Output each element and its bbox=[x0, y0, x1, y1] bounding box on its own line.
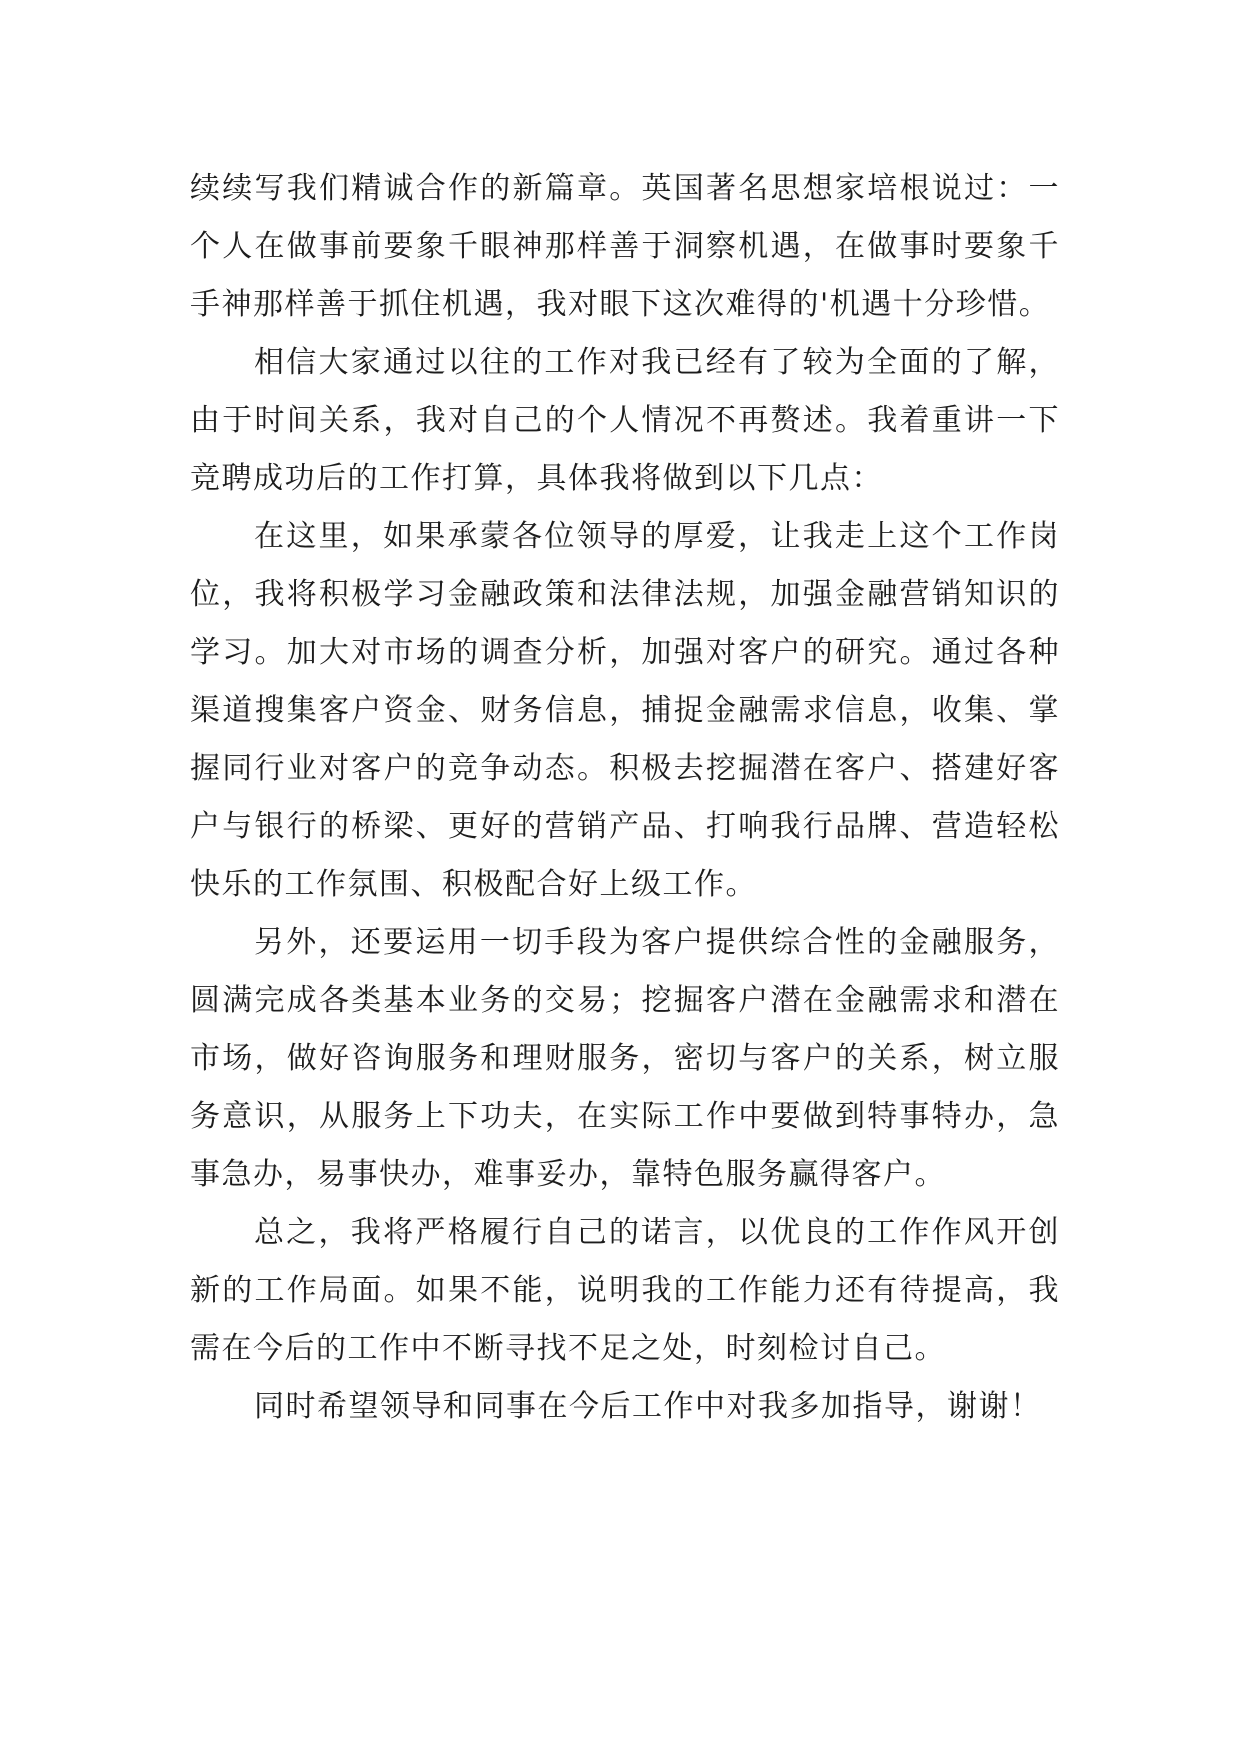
paragraph-6: 同时希望领导和同事在今后工作中对我多加指导，谢谢！ bbox=[254, 1389, 1042, 1424]
paragraph-3: 在这里，如果承蒙各位领导的厚爱，让我走上这个工作岗位，我将积极学习金融政策和法律法规，加强金融营销知识的学习。加大对市场的调查分析，加强对客户的研究。通过各种渠道搜集客户资金、财务信息，捕捉金融需求信息，收集、掌握同行业对客户的竞争动态。积极去挖掘潜在客户、搭建好客户与银行的桥梁、更好的营销产品、打响我行品牌、营造轻松快乐的工作氛围、积极配合好上级工作。 bbox=[190, 519, 1060, 902]
paragraph-2: 相信大家通过以往的工作对我已经有了较为全面的了解，由于时间关系，我对自己的个人情况不再赘述。我着重讲一下竞聘成功后的工作打算，具体我将做到以下几点： bbox=[190, 345, 1060, 496]
paragraph-4: 另外，还要运用一切手段为客户提供综合性的金融服务，圆满完成各类基本业务的交易；挖掘客户潜在金融需求和潜在市场，做好咨询服务和理财服务，密切与客户的关系，树立服务意识，从服务上下功夫，在实际工作中要做到特事特办，急事急办，易事快办，难事妥办，靠特色服务赢得客户。 bbox=[190, 925, 1060, 1192]
paragraph-1: 续续写我们精诚合作的新篇章。英国著名思想家培根说过：一个人在做事前要象千眼神那样善于洞察机遇，在做事时要象千手神那样善于抓住机遇，我对眼下这次难得的'机遇十分珍惜。 bbox=[190, 171, 1060, 322]
document-body bbox=[190, 160, 1060, 1436]
paragraph-5: 总之，我将严格履行自己的诺言，以优良的工作作风开创新的工作局面。如果不能，说明我的工作能力还有待提高，我需在今后的工作中不断寻找不足之处，时刻检讨自己。 bbox=[190, 1215, 1060, 1366]
